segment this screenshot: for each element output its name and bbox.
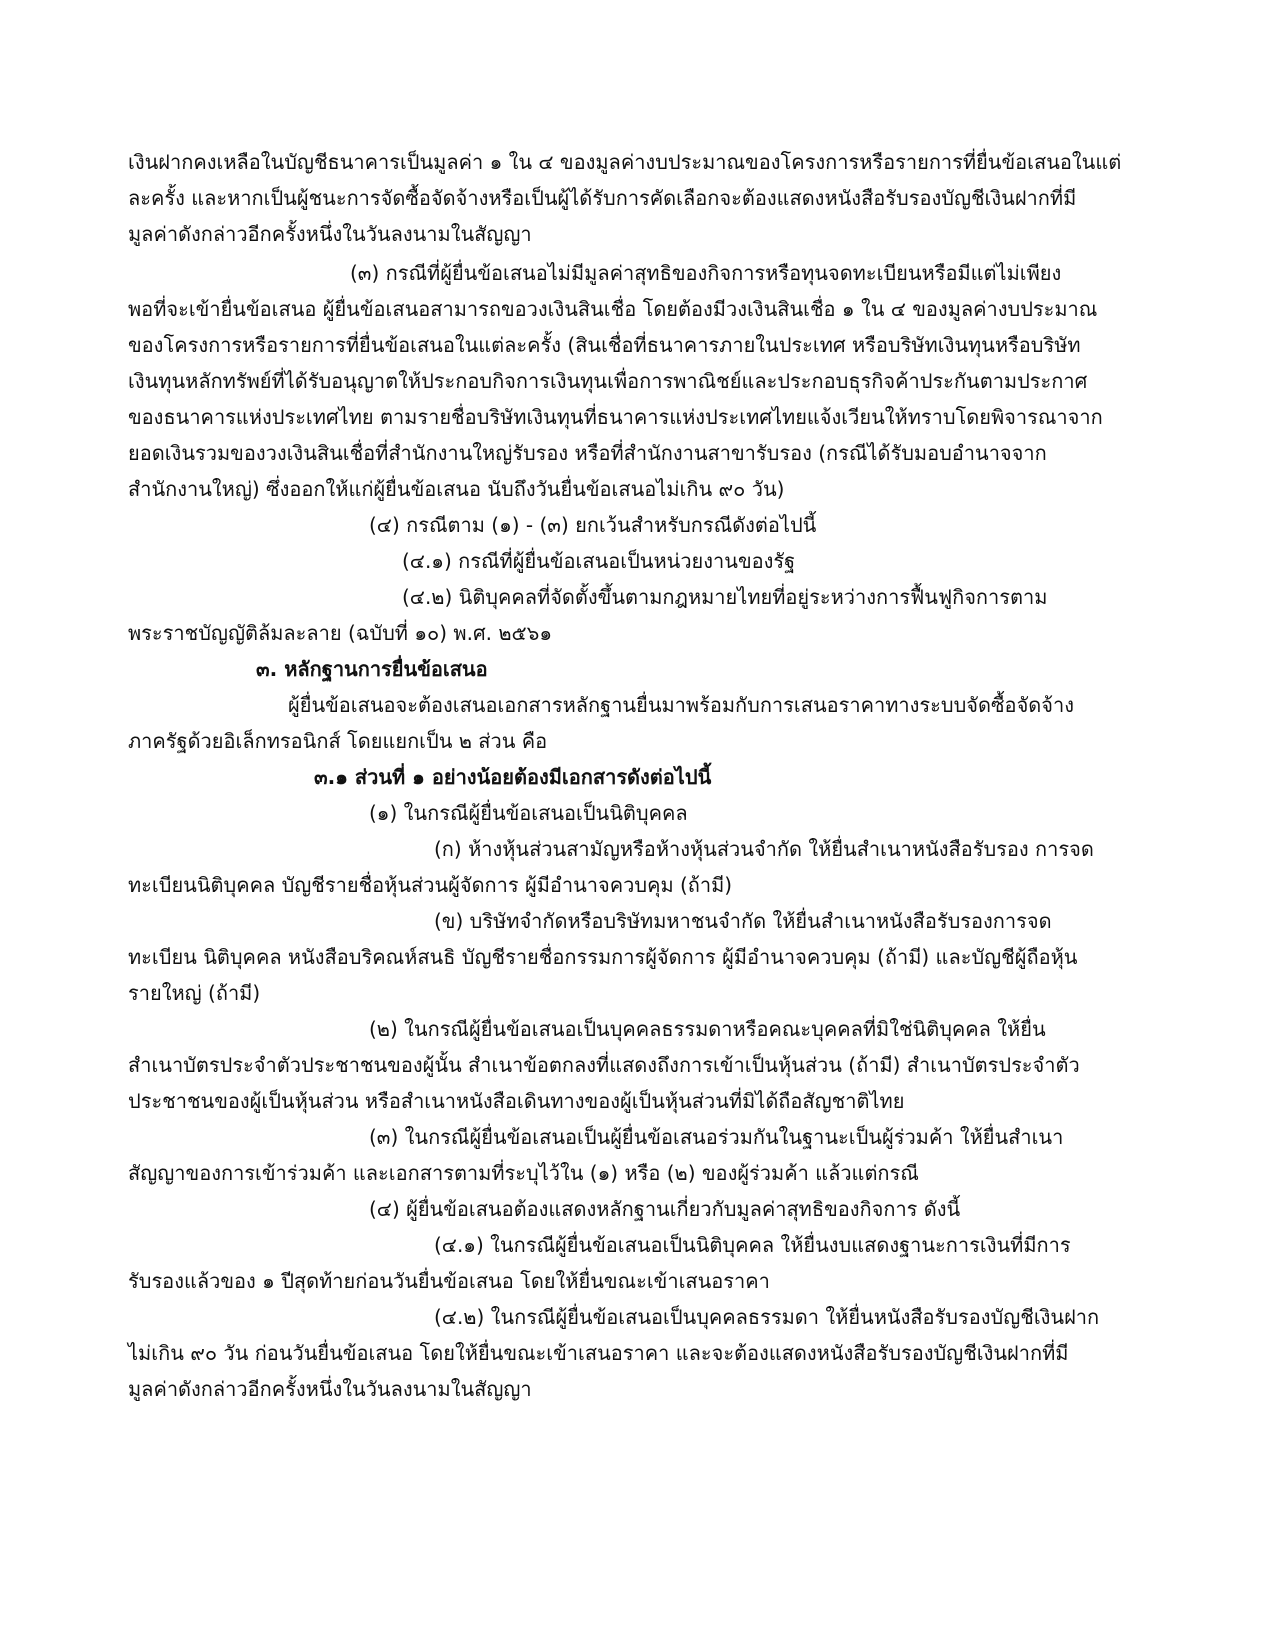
- text-line: (๑) ในกรณีผู้ยื่นข้อเสนอเป็นนิติบุคคล: [369, 801, 688, 825]
- text-line: (๔.๒) นิติบุคคลที่จัดตั้งขึ้นตามกฎหมายไทยที่อยู่ระหว่างการฟื้นฟูกิจการตาม: [402, 585, 1048, 609]
- text-line: ยอดเงินรวมของวงเงินสินเชื่อที่สำนักงานใหญ่รับรอง หรือที่สำนักงานสาขารับรอง (กรณีได้รับมอบอำนาจจาก: [128, 441, 1047, 465]
- text-line: สำนักงานใหญ่) ซึ่งออกให้แก่ผู้ยื่นข้อเสนอ นับถึงวันยื่นข้อเสนอไม่เกิน ๙๐ วัน): [128, 477, 785, 501]
- text-line: (๔.๑) ในกรณีผู้ยื่นข้อเสนอเป็นนิติบุคคล ให้ยื่นงบแสดงฐานะการเงินที่มีการ: [434, 1233, 1071, 1257]
- text-line: ผู้ยื่นข้อเสนอจะต้องเสนอเอกสารหลักฐานยื่นมาพร้อมกับการเสนอราคาทางระบบจัดซื้อจัดจ้าง: [288, 693, 1074, 717]
- text-line: ภาครัฐด้วยอิเล็กทรอนิกส์ โดยแยกเป็น ๒ ส่วน คือ: [128, 729, 548, 753]
- text-line: ทะเบียน นิติบุคคล หนังสือบริคณห์สนธิ บัญชีรายชื่อกรรมการผู้จัดการ ผู้มีอำนาจควบคุม (ถ้ามี) และบัญชีผู้ถือหุ้น: [128, 945, 1078, 969]
- text-line: (๓) กรณีที่ผู้ยื่นข้อเสนอไม่มีมูลค่าสุทธิของกิจการหรือทุนจดทะเบียนหรือมีแต่ไม่เพียง: [350, 261, 1062, 285]
- text-line: รายใหญ่ (ถ้ามี): [128, 981, 261, 1005]
- text-line: ละครั้ง และหากเป็นผู้ชนะการจัดซื้อจัดจ้างหรือเป็นผู้ได้รับการคัดเลือกจะต้องแสดงหนังสือรับรองบัญชีเงินฝากที่มี: [128, 186, 1077, 210]
- text-line: พระราชบัญญัติล้มละลาย (ฉบับที่ ๑๐) พ.ศ. ๒๕๖๑: [128, 621, 553, 645]
- text-line: เงินทุนหลักทรัพย์ที่ได้รับอนุญาตให้ประกอบกิจการเงินทุนเพื่อการพาณิชย์และประกอบธุรกิจค้าประกันตามประกาศ: [128, 369, 1088, 393]
- text-line: ของโครงการหรือรายการที่ยื่นข้อเสนอในแต่ละครั้ง (สินเชื่อที่ธนาคารภายในประเทศ หรือบริษัทเงินทุนหรือบริษัท: [128, 333, 1081, 357]
- text-line: (๔.๒) ในกรณีผู้ยื่นข้อเสนอเป็นบุคคลธรรมดา ให้ยื่นหนังสือรับรองบัญชีเงินฝาก: [434, 1305, 1100, 1329]
- text-line: พอที่จะเข้ายื่นข้อเสนอ ผู้ยื่นข้อเสนอสามารถขอวงเงินสินเชื่อ โดยต้องมีวงเงินสินเชื่อ ๑ ใน ๔ ของมูลค่างบประมาณ: [128, 297, 1098, 321]
- text-line: (๔.๑) กรณีที่ผู้ยื่นข้อเสนอเป็นหน่วยงานของรัฐ: [402, 549, 796, 573]
- text-line: (๓) ในกรณีผู้ยื่นข้อเสนอเป็นผู้ยื่นข้อเสนอร่วมกันในฐานะเป็นผู้ร่วมค้า ให้ยื่นสำเนา: [369, 1125, 1064, 1149]
- subsection-heading: ๓.๑ ส่วนที่ ๑ อย่างน้อยต้องมีเอกสารดังต่อไปนี้: [314, 765, 712, 789]
- text-line: ทะเบียนนิติบุคคล บัญชีรายชื่อหุ้นส่วนผู้จัดการ ผู้มีอำนาจควบคุม (ถ้ามี): [128, 873, 733, 897]
- text-line: ประชาชนของผู้เป็นหุ้นส่วน หรือสำเนาหนังสือเดินทางของผู้เป็นหุ้นส่วนที่มิได้ถือสัญชาติไทย: [128, 1089, 905, 1113]
- text-line: สำเนาบัตรประจำตัวประชาชนของผู้นั้น สำเนาข้อตกลงที่แสดงถึงการเข้าเป็นหุ้นส่วน (ถ้ามี) สำเนาบัตรประจำตัว: [128, 1053, 1080, 1077]
- section-heading: ๓. หลักฐานการยื่นข้อเสนอ: [256, 657, 488, 681]
- text-line: มูลค่าดังกล่าวอีกครั้งหนึ่งในวันลงนามในสัญญา: [128, 1377, 532, 1401]
- text-line: (๔) กรณีตาม (๑) - (๓) ยกเว้นสำหรับกรณีดังต่อไปนี้: [369, 513, 817, 537]
- text-line: มูลค่าดังกล่าวอีกครั้งหนึ่งในวันลงนามในสัญญา: [128, 222, 532, 246]
- text-line: (ข) บริษัทจำกัดหรือบริษัทมหาชนจำกัด ให้ยื่นสำเนาหนังสือรับรองการจด: [434, 909, 1052, 933]
- text-line: ของธนาคารแห่งประเทศไทย ตามรายชื่อบริษัทเงินทุนที่ธนาคารแห่งประเทศไทยแจ้งเวียนให้ทราบโดยพิจารณาจาก: [128, 405, 1103, 429]
- text-line: (ก) ห้างหุ้นส่วนสามัญหรือห้างหุ้นส่วนจำกัด ให้ยื่นสำเนาหนังสือรับรอง การจด: [434, 837, 1094, 861]
- text-line: ไม่เกิน ๙๐ วัน ก่อนวันยื่นข้อเสนอ โดยให้ยื่นขณะเข้าเสนอราคา และจะต้องแสดงหนังสือรับรองบัญชีเงินฝากที่มี: [128, 1341, 1069, 1365]
- text-line: รับรองแล้วของ ๑ ปีสุดท้ายก่อนวันยื่นข้อเสนอ โดยให้ยื่นขณะเข้าเสนอราคา: [128, 1269, 770, 1293]
- text-line: (๒) ในกรณีผู้ยื่นข้อเสนอเป็นบุคคลธรรมดาหรือคณะบุคคลที่มิใช่นิติบุคคล ให้ยื่น: [369, 1017, 1046, 1041]
- text-line: สัญญาของการเข้าร่วมค้า และเอกสารตามที่ระบุไว้ใน (๑) หรือ (๒) ของผู้ร่วมค้า แล้วแต่กรณี: [128, 1161, 919, 1185]
- text-line: เงินฝากคงเหลือในบัญชีธนาคารเป็นมูลค่า ๑ ใน ๔ ของมูลค่างบประมาณของโครงการหรือรายการที่ยื่นข้อเสนอในแต่: [128, 150, 1122, 174]
- text-line: (๔) ผู้ยื่นข้อเสนอต้องแสดงหลักฐานเกี่ยวกับมูลค่าสุทธิของกิจการ ดังนี้: [369, 1197, 961, 1221]
